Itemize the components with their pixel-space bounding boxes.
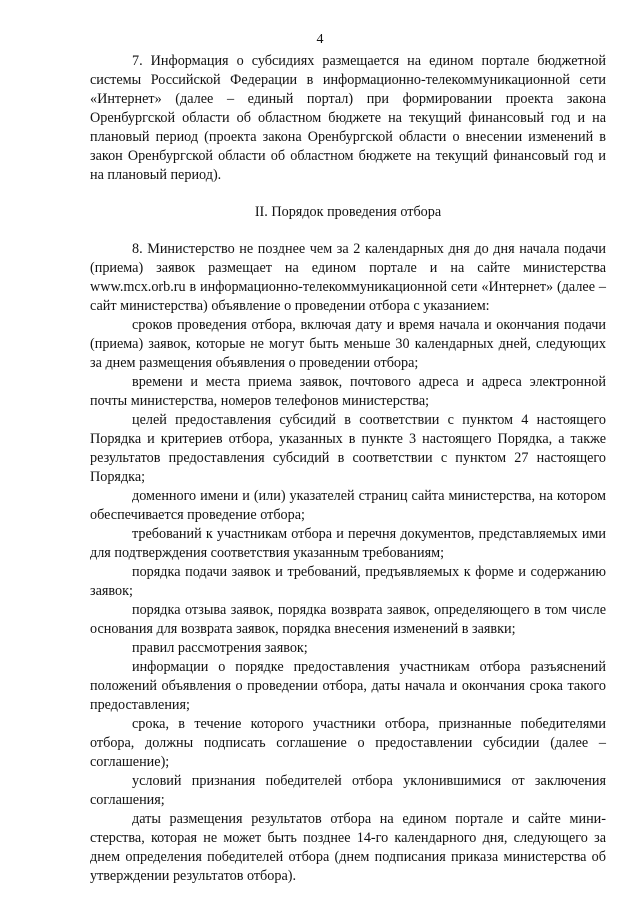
list-item: информации о порядке предоставления участникам отбора разъяснений положений объявления о проведении отбора, даты начала и окончания срока такого предоставления; [90, 659, 606, 713]
document-body [90, 52, 606, 886]
list-item: срока, в течение которого участники отбора, признанные победителями отбора, должны подписать соглашение о предоставлении субсидии (далее – соглашение); [90, 716, 606, 770]
list-item: даты размещения результатов отбора на едином портале и сайте министерства, которая не может быть позднее 14-го календарного дня, следующего за днем определения победителей отбора (днем подписания приказа министерства об утверждении результатов отбора). [90, 811, 606, 884]
announcement-items-list [90, 316, 606, 886]
list-item: времени и места приема заявок, почтового адреса и адреса электронной почты министерства, номеров телефонов министерства; [90, 374, 606, 409]
list-item: сроков проведения отбора, включая дату и время начала и окончания подачи (приема) заявок, которые не могут быть меньше 30 календарных дней, следующих за днем размещения объявления о проведении отбора; [90, 317, 606, 371]
list-item: доменного имени и (или) указателей страниц сайта министерства, на котором обеспечивается проведение отбора; [90, 488, 606, 523]
section-heading: II. Порядок проведения отбора [254, 204, 442, 220]
paragraph-7: 7. Информация о субсидиях размещается на едином портале бюджетной системы Российской Федерации в информационно-телекоммуникационной сети «Интернет» (далее – единый портал) при формировании проекта закона Оренбургской области об областном бюджете на текущий финансовый год и на плановый период (проекта закона Оренбургской области о внесении изменений в закон Оренбургской области об областном бюджете на текущий финансовый год и на плановый период). [90, 53, 606, 183]
list-item: порядка отзыва заявок, порядка возврата заявок, определяющего в том числе основания для возврата заявок, порядка внесения изменений в заявки; [90, 602, 606, 637]
list-item: целей предоставления субсидий в соответствии с пунктом 4 настоящего Порядка и критериев отбора, указанных в пункте 3 настоящего Порядка, а также результатов предоставления субсидий в соответствии с пунктом 27 настоящего Порядка; [90, 412, 606, 485]
list-item: правил рассмотрения заявок; [132, 640, 308, 656]
paragraph-8: 8. Министерство не позднее чем за 2 календарных дня до дня начала подачи (приема) заявок размещает на едином портале и на сайте министерства www.mcx.orb.ru в информационно-телекоммуникационной сети «Интернет» (далее – сайт министерства) объявление о проведении отбора с указанием: [90, 241, 606, 314]
page-number: 4 [316, 32, 324, 47]
list-item: порядка подачи заявок и требований, предъявляемых к форме и содержанию заявок; [90, 564, 606, 599]
list-item: требований к участникам отбора и перечня документов, представляемых ими для подтверждения соответствия указанным требованиям; [90, 526, 606, 561]
list-item: условий признания победителей отбора уклонившимися от заключения соглашения; [90, 773, 606, 808]
